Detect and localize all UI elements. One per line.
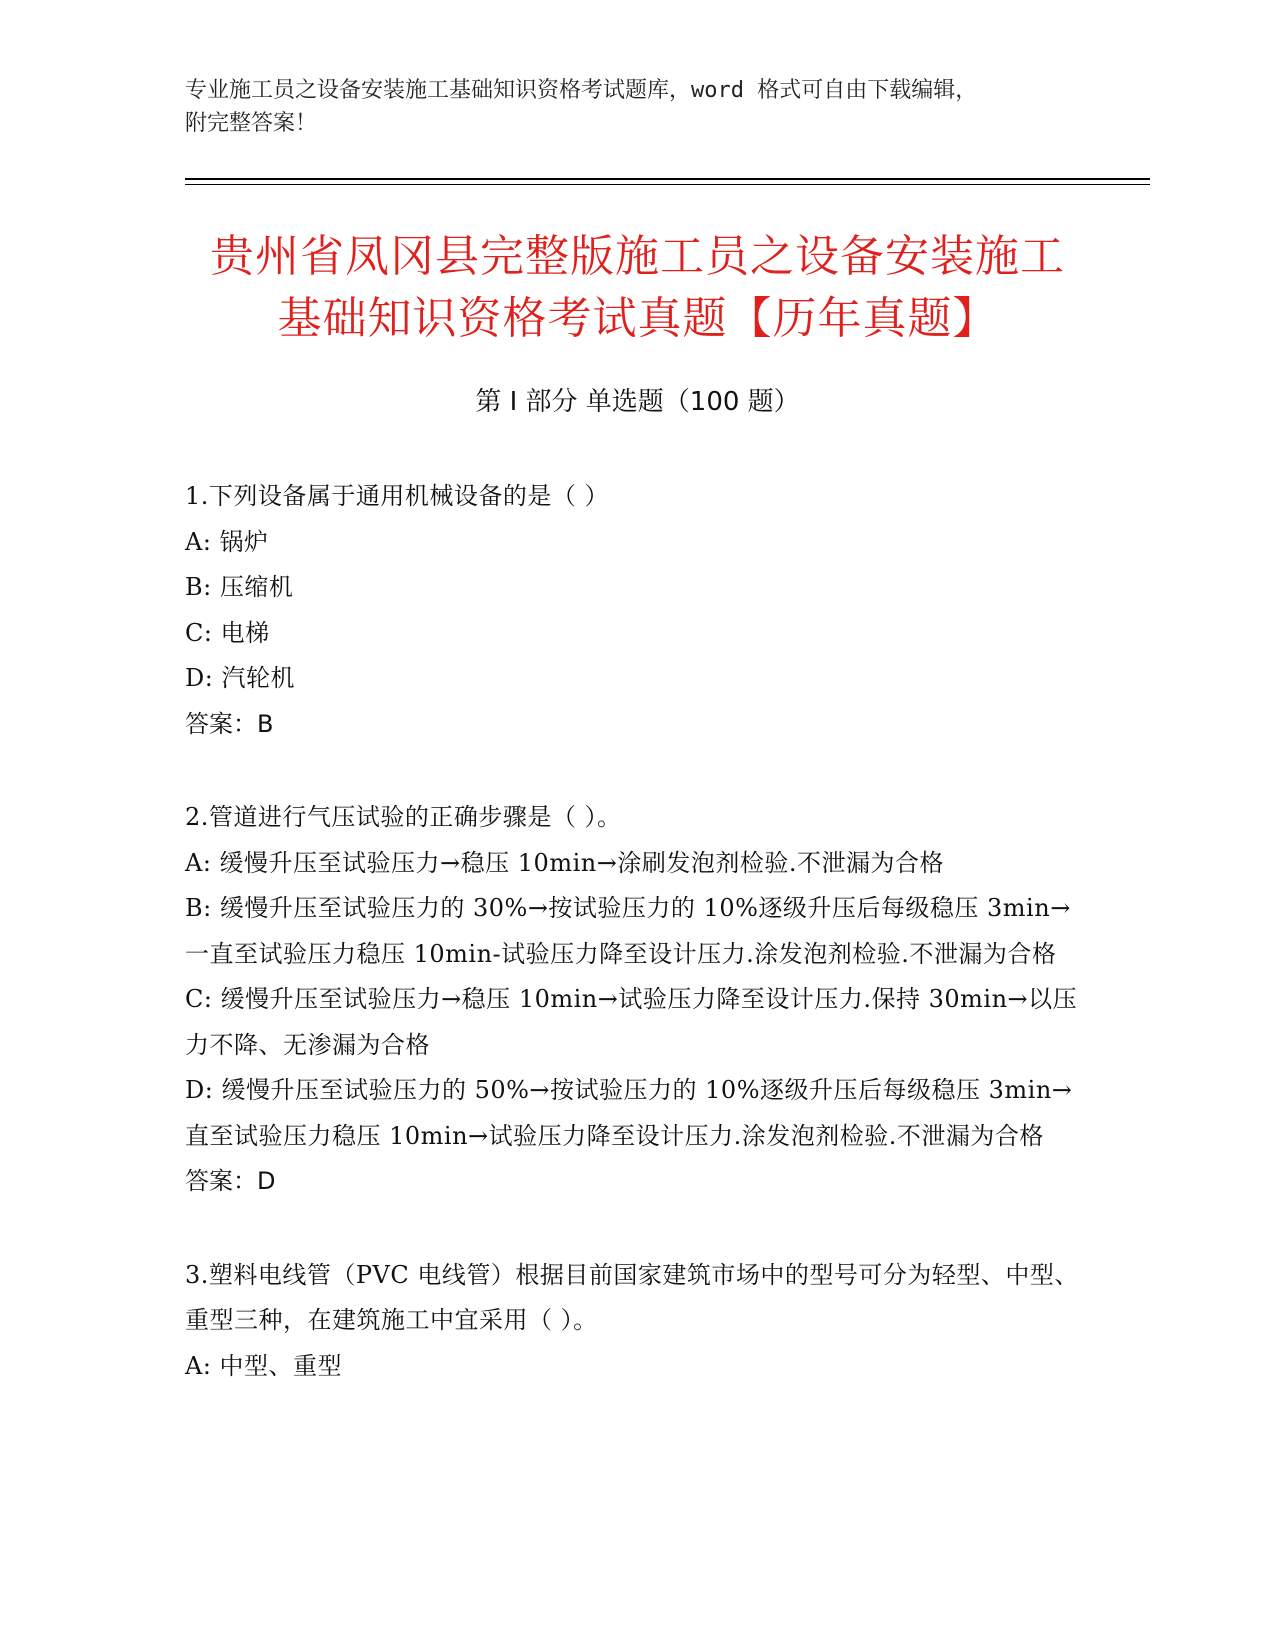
option-a: A: 锅炉	[185, 527, 269, 556]
question-stem: 2.管道进行气压试验的正确步骤是（ ）。	[185, 803, 622, 831]
question-3	[185, 1253, 1085, 1390]
document-title-line-1: 贵州省凤冈县完整版施工员之设备安装施工	[210, 231, 1065, 282]
header-rule-thick	[185, 178, 1150, 180]
header-note-line-2: 附完整答案！	[185, 111, 318, 136]
document-title	[185, 226, 1090, 350]
answer: 答案：D	[185, 1167, 276, 1195]
question-1	[185, 474, 1085, 747]
option-b: B: 缓慢升压至试验压力的 30%→按试验压力的 10%逐级升压后每级稳压 3min→一直至试验压力稳压 10min-试验压力降至设计压力.涂发泡剂检验.不泄漏为合格	[185, 894, 1071, 968]
question-list	[185, 474, 1085, 1437]
header-note	[185, 74, 1085, 140]
answer: 答案：B	[185, 709, 274, 738]
option-c: C: 缓慢升压至试验压力→稳压 10min→试验压力降至设计压力.保持 30min→以压力不降、无渗漏为合格	[185, 985, 1078, 1059]
option-a: A: 中型、重型	[185, 1351, 343, 1380]
header-rule-thin	[185, 184, 1150, 185]
option-a: A: 缓慢升压至试验压力→稳压 10min→涂刷发泡剂检验.不泄漏为合格	[185, 848, 944, 877]
option-b: B: 压缩机	[185, 573, 294, 601]
option-d: D: 汽轮机	[185, 664, 295, 692]
question-stem: 3.塑料电线管（PVC 电线管）根据目前国家建筑市场中的型号可分为轻型、中型、重型三种，在建筑施工中宜采用（ ）。	[185, 1260, 1079, 1334]
option-c: C: 电梯	[185, 618, 270, 647]
header-note-line-1: 专业施工员之设备安装施工基础知识资格考试题库，word 格式可自由下载编辑，	[185, 78, 978, 103]
document-title-line-2: 基础知识资格考试真题【历年真题】	[277, 293, 998, 344]
question-stem: 1.下列设备属于通用机械设备的是（ ）	[185, 482, 610, 510]
question-2	[185, 795, 1085, 1205]
section-heading: 第 I 部分 单选题（100 题）	[475, 387, 800, 417]
option-d: D: 缓慢升压至试验压力的 50%→按试验压力的 10%逐级升压后每级稳压 3min→直至试验压力稳压 10min→试验压力降至设计压力.涂发泡剂检验.不泄漏为合格	[185, 1076, 1073, 1150]
